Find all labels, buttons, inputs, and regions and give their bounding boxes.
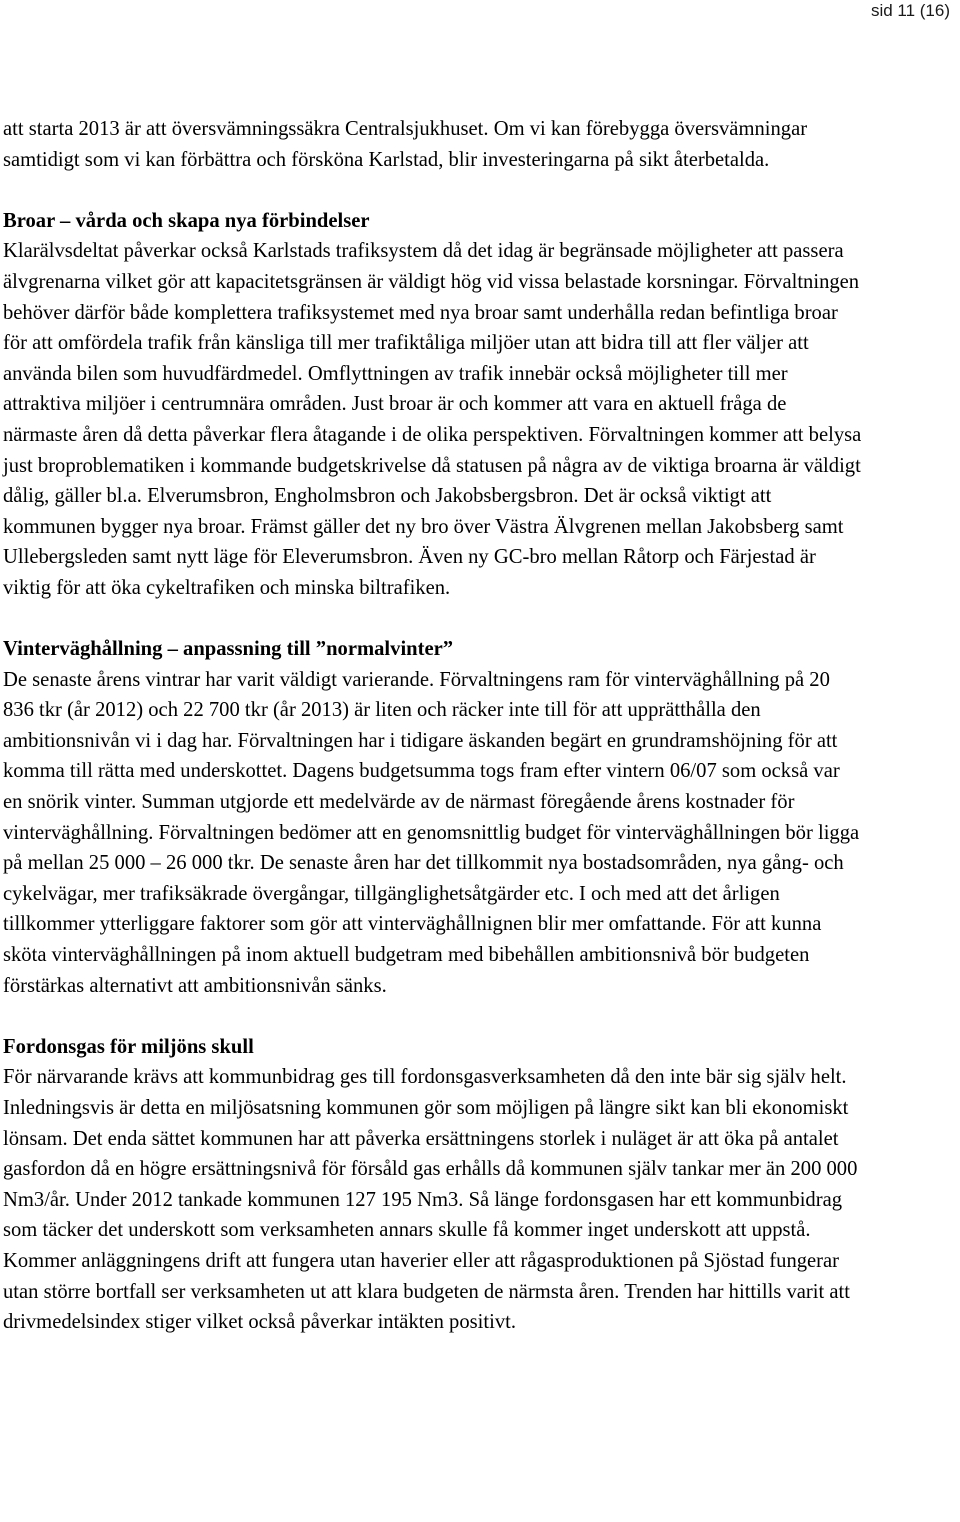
section-paragraph: För närvarande krävs att kommunbidrag ges till fordonsgasverksamheten då den inte bär sig själv helt. Inledningsvis är detta en miljösatsning kommunen gör som möjligen på längre sikt kan bli ekonomiskt lönsam. Det enda sättet kommunen har att påverka ersättningens storlek i nuläget är att öka på antalet gasfordon då en högre ersättningsnivå för försåld gas erhålls då kommunen själv tankar mer än 200 000 Nm3/år. Under 2012 tankade kommunen 127 195 Nm3. Så länge fordonsgasen har ett kommunbidrag som täcker det underskott som verksamheten annars skulle få kommer inget underskott att uppstå. Kommer anläggningens drift att fungera utan haverier eller att rågasproduktionen på Sjöstad fungerar utan större bortfall ser verksamheten ut att klara budgeten de närmsta åren. Trenden har hittills varit att drivmedelsindex stiger vilket också påverkar intäkten positivt. — [3, 1066, 858, 1334]
section-paragraph: De senaste årens vintrar har varit väldigt varierande. Förvaltningens ram för vinterväghållning på 20 836 tkr (år 2012) och 22 700 tkr (år 2013) är liten och räcker inte till för att upprätthålla den ambitionsnivån vi i dag har. Förvaltningen har i tidigare äskanden begärt en grundramshöjning för att komma till rätta med underskottet. Dagens budgetsumma togs fram efter vintern 06/07 som också var en snörik vinter. Summan utgjorde ett medelvärde av de närmast föregående årens kostnader för vinterväghållning. Förvaltningen bedömer att en genomsnittlig budget för vinterväghållningen bör ligga på mellan 25 000 – 26 000 tkr. De senaste åren har det tillkommit nya bostadsområden, nya gång- och cykelvägar, mer trafiksäkrade övergångar, tillgänglighetsåtgärder etc. I och med att det årligen tillkommer ytterliggare faktorer som gör att vinterväghållnignen blir mer omfattande. För att kunna sköta vinterväghållningen på inom aktuell budgetram med bibehållen ambitionsnivå bör budgeten förstärkas alternativt att ambitionsnivån sänks. — [3, 668, 860, 997]
document-body — [3, 114, 863, 1338]
section-heading: Vinterväghållning – anpassning till ”normalvinter” — [3, 638, 454, 661]
section-vintervaghallning — [3, 634, 863, 1001]
section-paragraph: Klarälvsdeltat påverkar också Karlstads trafiksystem då det idag är begränsade möjligheter att passera älvgrenarna vilket gör att kapacitetsgränsen är väldigt hög vid vissa belastade korsningar. Förvaltningen behöver därför både komplettera trafiksystemet med nya broar samt underhålla redan befintliga broar för att omfördela trafik från känsliga till mer trafiktåliga miljöer utan att bidra till att fler väljer att använda bilen som huvudfärdmedel. Omflyttningen av trafik innebär också möjligheter till mer attraktiva miljöer i centrumnära områden. Just broar är och kommer att vara en aktuell fråga de närmaste åren då detta påverkar flera åtagande i de olika perspektiven. Förvaltningen kommer att belysa just broproblematiken i kommande budgetskrivelse då statusen på några av de viktiga broarna är väldigt dålig, gäller bl.a. Elverumsbron, Engholmsbron och Jakobsbergsbron. Det är också viktigt att kommunen bygger nya broar. Främst gäller det ny bro över Västra Älvgrenen mellan Jakobsberg samt Ullebergsleden samt nytt läge för Eleverumsbron. Även ny GC-bro mellan Råtorp och Färjestad är viktig för att öka cykeltrafiken och minska biltrafiken. — [3, 240, 862, 599]
section-heading: Broar – vårda och skapa nya förbindelser — [3, 209, 370, 232]
section-spacer — [3, 175, 863, 206]
section-fordonsgas — [3, 1032, 863, 1338]
section-spacer — [3, 1001, 863, 1032]
section-spacer — [3, 604, 863, 635]
section-heading: Fordonsgas för miljöns skull — [3, 1035, 254, 1058]
section-broar — [3, 206, 863, 604]
intro-paragraph: att starta 2013 är att översvämningssäkra Centralsjukhuset. Om vi kan förebygga översvämningar samtidigt som vi kan förbättra och försköna Karlstad, blir investeringarna på sikt återbetalda. — [3, 118, 808, 171]
page-number: sid 11 (16) — [870, 1, 950, 20]
